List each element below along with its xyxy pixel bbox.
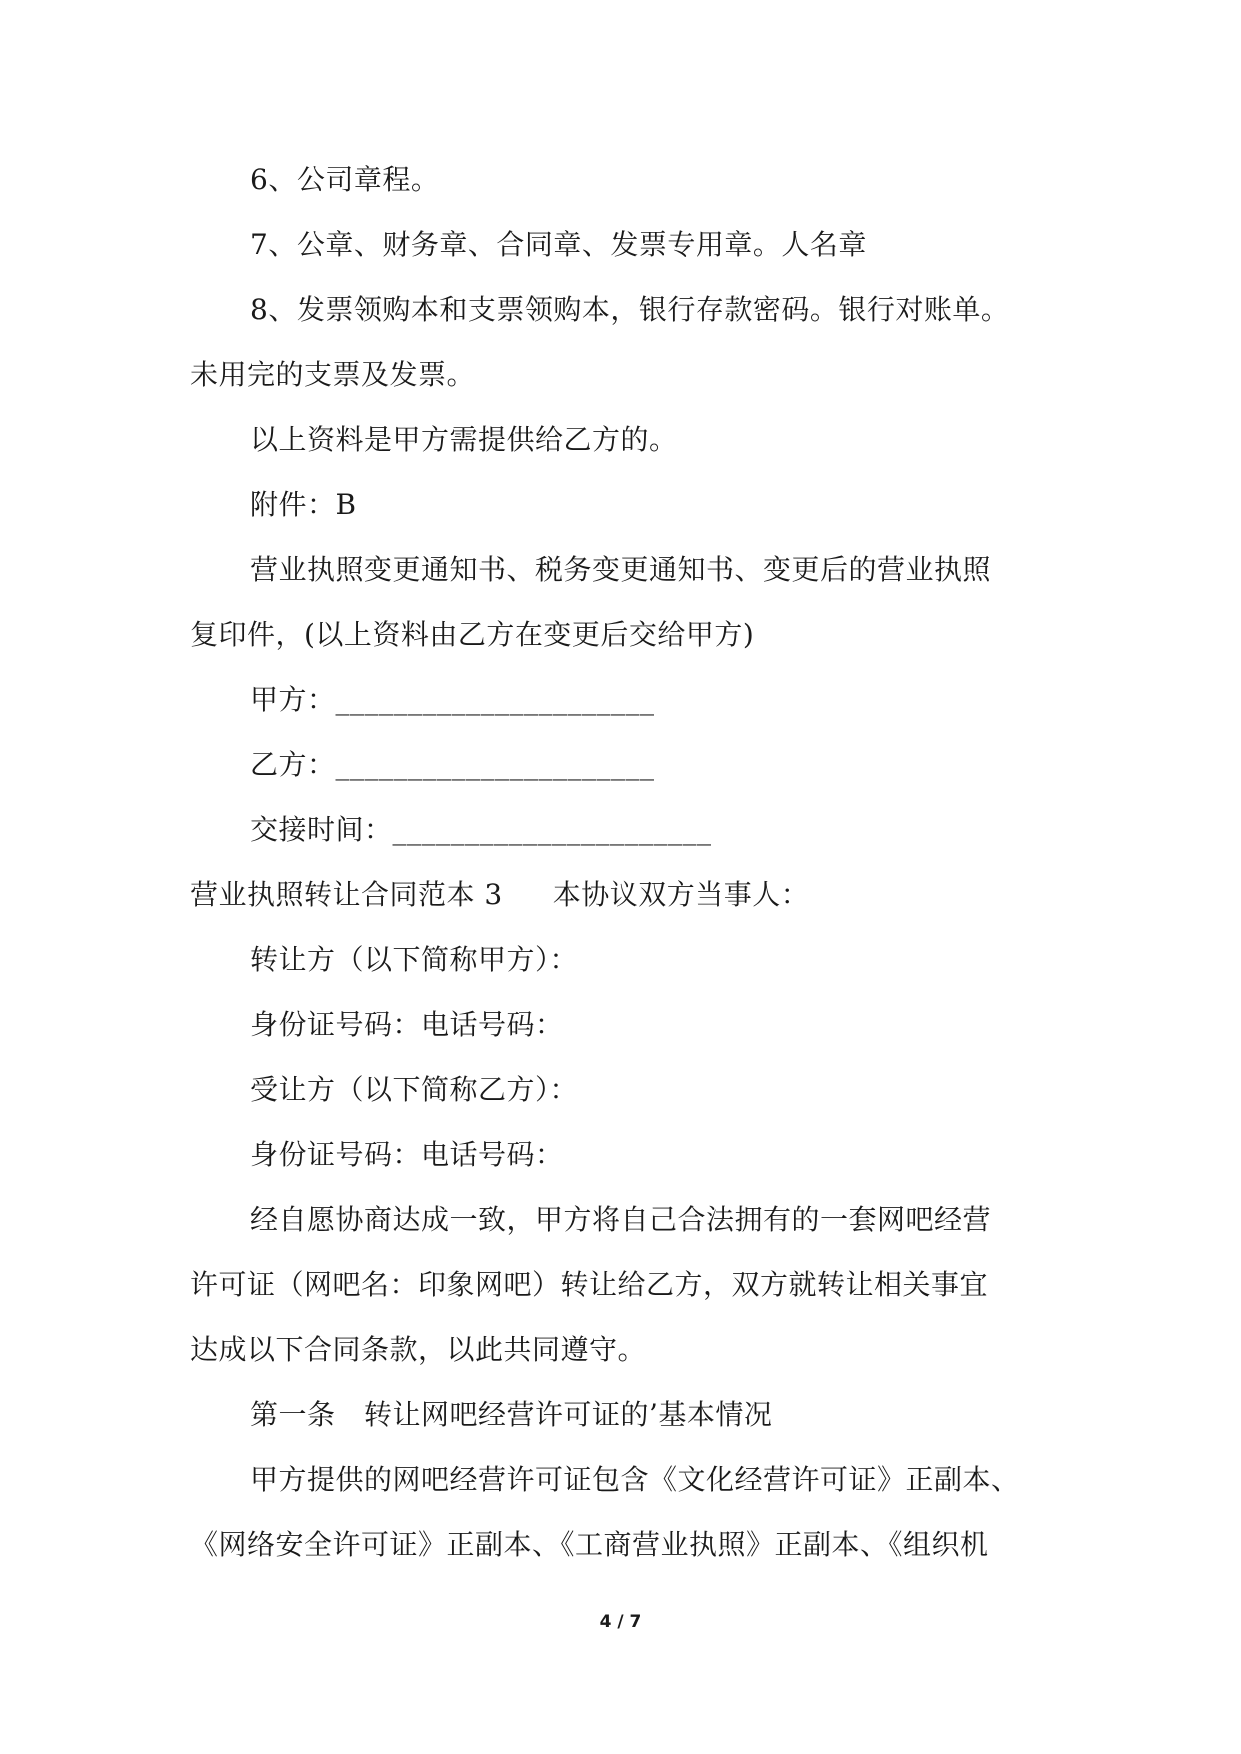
- text-line: 未用完的支票及发票。: [190, 358, 476, 391]
- signature-line-party-b: 乙方：______________________: [250, 748, 655, 781]
- text-line: 身份证号码：电话号码：: [250, 1138, 564, 1171]
- article-heading: 第一条 转让网吧经营许可证的’基本情况: [250, 1398, 773, 1431]
- text-line: 经自愿协商达成一致，甲方将自己合法拥有的一套网吧经营: [250, 1203, 992, 1236]
- text-line: 6、公司章程。: [250, 163, 440, 196]
- text-line: 7、公章、财务章、合同章、发票专用章。人名章: [250, 228, 867, 261]
- text-line: 达成以下合同条款，以此共同遵守。: [190, 1333, 647, 1366]
- text-line: 8、发票领购本和支票领购本，银行存款密码。银行对账单。: [250, 293, 1010, 326]
- signature-line-party-a: 甲方：______________________: [250, 683, 655, 716]
- text-line: 附件：B: [250, 488, 357, 521]
- text-line: 以上资料是甲方需提供给乙方的。: [250, 423, 678, 456]
- text-line: 营业执照变更通知书、税务变更通知书、变更后的营业执照: [250, 553, 992, 586]
- section-title: 营业执照转让合同范本 3: [190, 878, 503, 911]
- text-line: 甲方提供的网吧经营许可证包含《文化经营许可证》正副本、: [250, 1463, 1020, 1496]
- text-line: 转让方（以下简称甲方）：: [250, 943, 579, 976]
- section-subtitle: 本协议双方当事人：: [552, 878, 810, 911]
- page-number: 4 / 7: [599, 1612, 642, 1632]
- handover-time-line: 交接时间：______________________: [250, 813, 712, 846]
- section-heading: [190, 875, 1070, 915]
- text-line: 受让方（以下简称乙方）：: [250, 1073, 579, 1106]
- text-line: 《网络安全许可证》正副本、《工商营业执照》正副本、《组织机: [190, 1528, 989, 1561]
- text-line: 身份证号码：电话号码：: [250, 1008, 564, 1041]
- text-line: 许可证（网吧名：印象网吧）转让给乙方，双方就转让相关事宜: [190, 1268, 989, 1301]
- text-line: 复印件，(以上资料由乙方在变更后交给甲方): [190, 618, 755, 651]
